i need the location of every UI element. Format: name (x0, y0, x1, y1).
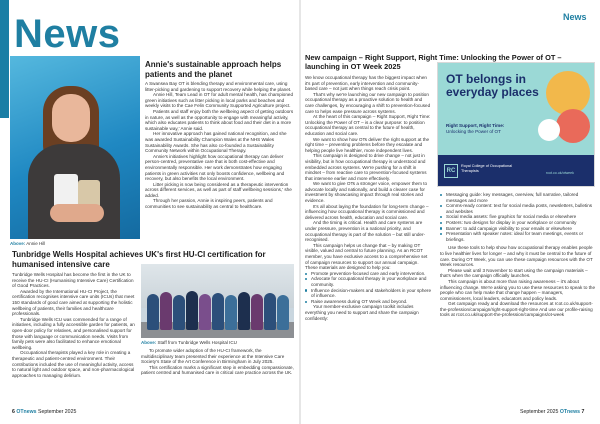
list-item: Social media assets: five graphics for social media or elsewhere (440, 214, 596, 220)
list-item: Advocate for occupational therapy in your workplace and community. (305, 276, 431, 287)
page-gutter (299, 0, 301, 424)
campaign-headline: OT belongs in everyday places (446, 72, 539, 99)
list-item: Influence decision-makers and stakeholders in your sphere of influence. (305, 288, 431, 299)
list-item: Banner: to add campaign visibility to your emails or elsewhere (440, 226, 596, 232)
icu-staff-photo (141, 264, 294, 338)
annie-hill-photo (10, 56, 140, 239)
ot-week-link[interactable]: rcot.co.uk/support-the-profession/campaigns/ot-week (456, 312, 565, 318)
article-heading: Annie's sustainable approach helps patients and the planet (145, 60, 282, 79)
campaign-article-col2: Messaging guide: key messages, overview, full narrative, tailored messages and more Comms-ready content: text for social media posts, newsletters, bulletins and websites Social media assets: five graphics for social media or elsewhere Posters: two designs for display in your workplace or community Banner: to add campaign visibility to your emails or elsewhere Presentation with speaker notes: ideal for team meetings, events or briefings. Use these tools to help show how occupational therapy enables people to live healthier lives for longer – and why it must be central to the future of care. During OT Week, you can use these campaign resources with the OT Week resources. Please wait until 3 November to start using the campaign materials – that's when the campaign officially launches. This campaign is about more than raising awareness – it's about influencing change. We're asking you to use these resources to speak to the people who can help make that change happen – managers, commissioners, local leaders, educators and policy leads. Get campaign ready and download the resources at rcot.co.uk/support-the-profession/campaign/right-support-right-time And use our profile-raising tools at rcot.co.uk/support-the-profession/campaigns/ot-week (440, 192, 596, 318)
list-item: Promote prevention-focused care and early intervention. (305, 271, 431, 277)
section-label: News (563, 12, 587, 22)
article-body-col2: To promote wider adoption of the HU-CI framework, the multidisciplinary team presented their experience at the Intensive Care Society's State of the Art Conference in Birmingham in July 2025. This certification marks a significant step in embedding compassionate, patient centred and humanised care in critical care practice across the UK. (141, 348, 294, 376)
campaign-article-col1: We know occupational therapy has the biggest impact when it's part of prevention, early intervention and community-based care – not just when things reach crisis point. That's why we're launching our new campaign to position occupational therapy as a proactive solution to health and care challenges, by encouraging a shift to prevention-focused care to helps ease pressure across systems. At the heart of this campaign – Right Support, Right Time: Unlocking the Power of OT – is a clear purpose: to position occupational therapy as central to the future of health, education and social care. We want to show how OTs deliver the right support at the right time – preventing problems before they escalate and helping people live healthier, more independent lives. This campaign is designed to drive change – not just in visibility, but in how occupational therapy is understood and embedded across systems. We're pushing for a shift in mindset – from reactive care to prevention-focused systems that intervene earlier and more effectively. We want to give OTs a stronger voice, empower them to advocate locally and nationally, and build a clearer case for investment by showcasing impact through real stories and evidence. It's all about laying the foundation for long-term change – influencing how occupational therapy is commissioned and delivered across health, education and social care. And the timing is critical. Health and care systems are under pressure, prevention is a national priority, and occupational therapy is part of the solution – but still under-recognised. This campaign helps us change that – by making OT visible, valued and central to future planning. As an RCOT member, you have exclusive access to a comprehensive set of campaign resources to support our annual campaign. These materials are designed to help you: Promote prevention-focused care and early intervention. Advocate for occupational therapy in your workplace and community. Influence decision-makers and stakeholders in your sphere of influence. Raise awareness during OT Week and beyond. Your member-exclusive campaign toolkit includes everything you need to support and share the campaign confidently: (305, 75, 431, 321)
article-body: A Swansea Bay OT is blending therapy and environmental care, using litter-picking and gardening to support recovery while helping the planet. Annie Hill, Team Lead in OT for adult mental health, has championed green initiatives such as litter picking in local parks and beaches and weekly visits to the Cae Felin Community Supported Agriculture project. Patients and staff enjoy both the wellbeing aspect of getting outdoors in nature, as well as the opportunity to engage with meaningful activity, which also educates patients to think about food and their diet in a more sustainable way,' Annie said. Her innovative approach has gained national recognition, and she was awarded Sustainability Champion Wales at the NHS Wales Sustainability Awards. She has also co-founded a Sustainability Community Network within Occupational Therapy. Annie's initiatives highlight how occupational therapy can deliver person-centred, preventative care that is both cost-effective and environmentally responsible. Her work demonstrates how engaging patients in green activities not only boosts confidence, wellbeing and recovery, but also benefits the local environment. Litter picking is now being considered as a therapeutic intervention across different services, as well as part of staff wellbeing sessions,' she added. Through her passion, Annie is inspiring peers, patients and communities to see sustainability as central to healthcare. (145, 81, 294, 210)
list-item: Messaging guide: key messages, overview, full narrative, tailored messages and more (440, 192, 596, 203)
section-title: News (14, 12, 121, 56)
accent-strip (0, 0, 9, 118)
list-item: Presentation with speaker notes: ideal for team meetings, events or briefings. (440, 231, 596, 242)
campaign-goals-list (305, 271, 431, 305)
photo-caption: Above: Annie Hill (10, 241, 46, 246)
campaign-subtitle: Unlocking the Power of OT (446, 129, 501, 134)
rcot-logo-icon: RC (444, 164, 458, 178)
photo-caption: Above: Staff from Tunbridge Wells Hospital ICU (141, 340, 237, 345)
campaign-article-heading: New campaign – Right Support, Right Time: Unlocking the Power of OT – launching in OT Week 2025 (305, 53, 562, 71)
list-item: Comms-ready content: text for social media posts, newsletters, bulletins and websites (440, 203, 596, 214)
page-footer-left: 6 OTnews September 2025 (12, 409, 77, 415)
resources-link[interactable]: rcot.co.uk/support-the-profession/campaign/right-support-right-time (440, 301, 593, 312)
toolkit-list (440, 192, 596, 242)
campaign-url[interactable]: rcot.co.uk/otweek (546, 171, 574, 175)
rcot-logo-text: Royal College of Occupational Therapists (461, 164, 513, 173)
article-heading: Tunbridge Wells Hospital achieves UK's first HU-CI certification for humanised intensive care (12, 250, 266, 269)
article-body-col1: Tunbridge Wells Hospital has become the first in the UK to receive the HU-CI (Humanising Intensive Care) Certification of Good Practices. Awarded by the International HU-CI Project, the certification recognises intensive care units (ICUs) that meet 150 standards of good care aimed at supporting the holistic wellbeing of patients, their families and healthcare professionals. Tunbridge Wells ICU was commended for a range of initiatives, including a fully accessible garden for patients, an open-door policy for relatives, and personalised support for those with language or communication needs. Visits from family pets were also facilitated to enhance emotional wellbeing. Occupational therapists played a key role in creating a therapeutic and patient-centred environment. Their contributions included the use of meaningful activity, access to natural light and outdoor space, and non-pharmacological approaches to managing delirium. (12, 272, 135, 378)
campaign-subtitle: Right Support, Right Time: (446, 123, 505, 128)
list-item: Raise awareness during OT Week and beyond. (305, 299, 431, 305)
page-footer-right: September 2025 OTnews 7 (520, 409, 585, 415)
list-item: Posters: two designs for display in your workplace or community (440, 220, 596, 226)
campaign-card (437, 62, 595, 187)
